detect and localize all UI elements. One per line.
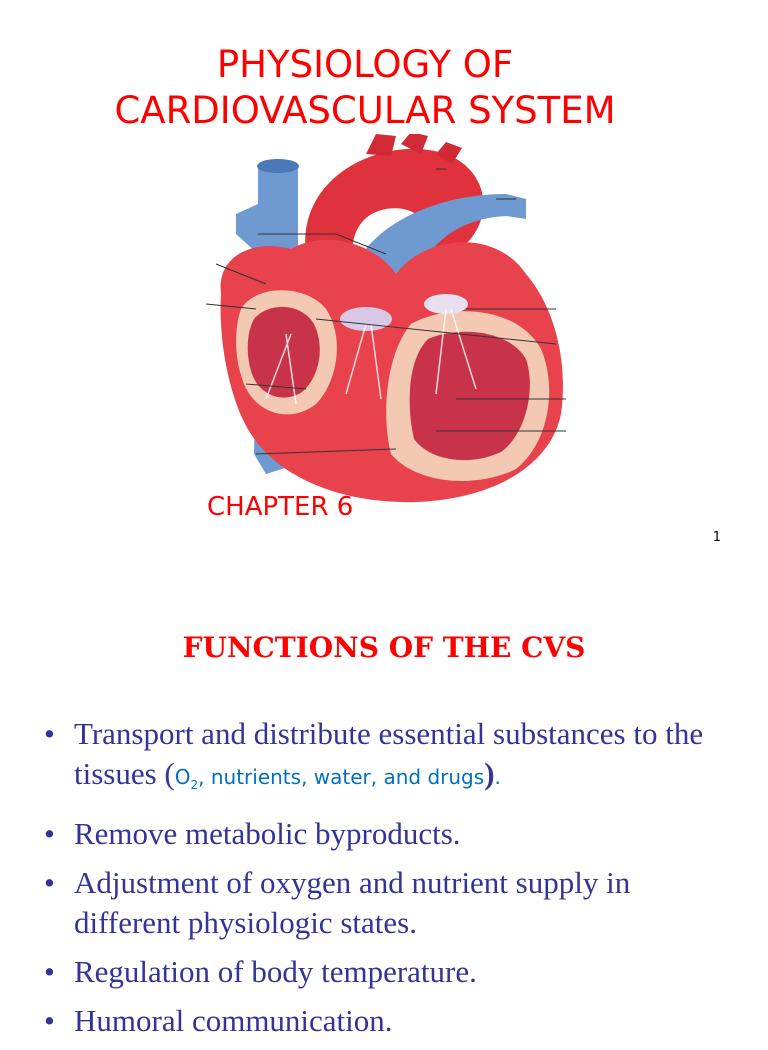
bullet-1-close: ) — [484, 756, 495, 791]
chapter-label: CHAPTER 6 — [207, 492, 354, 522]
slide-2-title: FUNCTIONS OF THE CVS — [182, 631, 586, 664]
substances-rest: , nutrients, water, and drugs — [198, 765, 485, 789]
list-item: • Remove metabolic byproducts. — [44, 814, 744, 854]
bullet-1-main: Transport and distribute essential substances to the tissues ( — [74, 716, 704, 791]
page-number: 1 — [712, 530, 721, 545]
list-item — [44, 714, 744, 805]
list-item: • Regulation of body temperature. — [44, 952, 744, 992]
list-item: • Adjustment of oxygen and nutrient supply in different physiologic states. — [44, 863, 744, 943]
oxygen-subscript: 2 — [190, 778, 199, 792]
title-line-1: PHYSIOLOGY OF — [216, 43, 514, 86]
title-line-2: CARDIOVASCULAR SYSTEM — [114, 89, 616, 132]
bullet-1-substances — [174, 765, 485, 792]
functions-list — [44, 714, 744, 1050]
oxygen-symbol: O — [174, 765, 191, 789]
bullet-1-period: . — [494, 765, 501, 789]
slide-2 — [0, 560, 768, 1038]
list-item: • Humoral communication. — [44, 1001, 744, 1041]
slide-1-title — [0, 42, 730, 134]
heart-illustration — [196, 134, 576, 514]
